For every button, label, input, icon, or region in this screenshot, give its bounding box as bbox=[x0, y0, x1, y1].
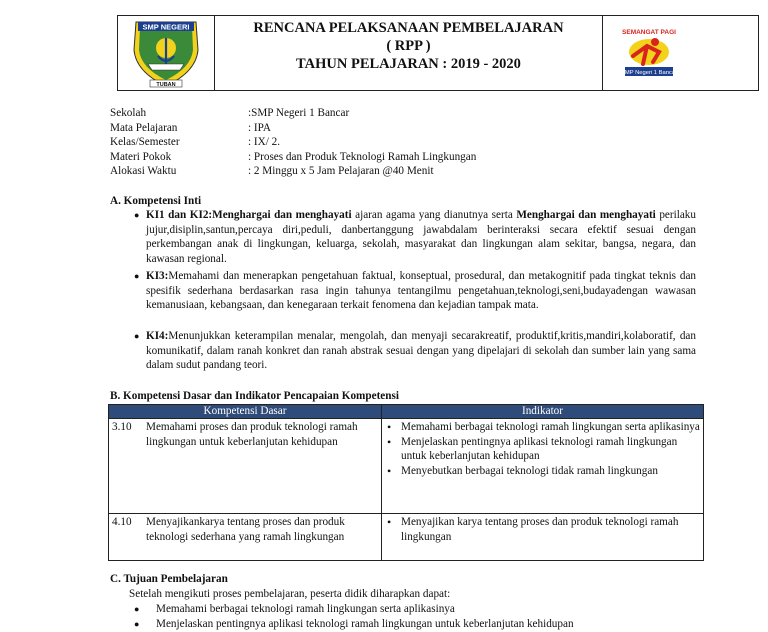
document-header bbox=[117, 15, 759, 91]
indicator-item: • Menyebutkan berbagai teknologi tidak ramah lingkungan bbox=[385, 464, 700, 479]
competency-table bbox=[108, 404, 704, 561]
indicator-item: • Menyajikan karya tentang proses dan produk teknologi ramah lingkungan bbox=[385, 515, 700, 544]
objective-item: Menjelaskan pentingnya aplikasi teknologi ramah lingkungan untuk keberlanjutan kehidupan bbox=[156, 618, 574, 630]
indicator-cell bbox=[382, 514, 704, 561]
table-header-row bbox=[109, 405, 704, 419]
indicator-list bbox=[385, 515, 700, 544]
indicator-list bbox=[385, 420, 700, 478]
table-row bbox=[109, 514, 704, 561]
section-c-heading: C. Tujuan Pembelajaran bbox=[110, 573, 228, 585]
svg-text:TUBAN: TUBAN bbox=[156, 81, 176, 88]
identity-value-class: : IX/ 2. bbox=[248, 136, 281, 148]
document-title bbox=[214, 19, 603, 73]
school-crest-logo bbox=[118, 16, 214, 90]
col-header-kd: Kompetensi Dasar bbox=[109, 405, 382, 419]
indicator-item: • Memahami berbagai teknologi ramah lingkungan serta aplikasinya bbox=[385, 420, 700, 435]
ki12-lead: KI1 dan KI2:Menghargai dan menghayati bbox=[146, 209, 352, 221]
identity-label-subject: Mata Pelajaran bbox=[110, 121, 178, 134]
ki12-paragraph bbox=[146, 208, 696, 266]
identity-value-topic: : Proses dan Produk Teknologi Ramah Lingkungan bbox=[248, 150, 477, 163]
identity-value-time: : 2 Minggu x 5 Jam Pelajaran @40 Menit bbox=[248, 165, 434, 177]
title-line-2: ( RPP ) bbox=[386, 38, 431, 54]
bullet-icon: ● bbox=[134, 331, 140, 341]
ki3-lead: KI3: bbox=[146, 270, 169, 282]
kd-number: 3.10 bbox=[112, 421, 132, 433]
section-b-heading: B. Kompetensi Dasar dan Indikator Pencapaian Kompetensi bbox=[110, 390, 399, 402]
identity-label-class: Kelas/Semester bbox=[110, 136, 180, 148]
identity-label-time: Alokasi Waktu bbox=[110, 165, 177, 177]
identity-label-school: Sekolah bbox=[110, 107, 147, 119]
ki12-bold2: Menghargai dan menghayati bbox=[516, 209, 656, 221]
kd-cell bbox=[109, 419, 382, 514]
ki3-rest: Memahami dan menerapkan pengetahuan faktual, konseptual, prosedural, dan metakognitif pada tingkat teknis dan spesifik sederhana berdasarkan rasa ingin tahunya tentangilmu pengetahuan,teknologi,seni,budayadengan wawasan kemanusiaan, kebangsaan, dan kenegaraan terkait fenomena dan kejadian tampak mata. bbox=[146, 270, 696, 311]
ki4-lead: KI4: bbox=[146, 330, 169, 342]
title-line-3: TAHUN PELAJARAN : 2019 - 2020 bbox=[296, 56, 521, 72]
kd-text: Memahami proses dan produk teknologi ramah lingkungan untuk keberlanjutan kehidupan bbox=[146, 421, 358, 448]
left-logo-cell bbox=[118, 16, 215, 90]
col-header-indicator: Indikator bbox=[382, 405, 704, 419]
kd-cell bbox=[109, 514, 382, 561]
indicator-cell bbox=[382, 419, 704, 514]
bullet-icon: ● bbox=[134, 619, 140, 629]
svg-text:SMP Negeri 1 Bancar: SMP Negeri 1 Bancar bbox=[621, 70, 677, 76]
bullet-icon: ● bbox=[134, 604, 140, 614]
kd-text: Menyajikankarya tentang proses dan produk teknologi sederhana yang ramah lingkungan bbox=[146, 516, 345, 543]
identity-label-topic: Materi Pokok bbox=[110, 150, 172, 163]
svg-text:SMP NEGERI: SMP NEGERI bbox=[142, 22, 190, 32]
identity-value-subject: : IPA bbox=[248, 121, 271, 134]
bullet-icon: ● bbox=[134, 210, 140, 220]
right-logo-cell bbox=[602, 16, 758, 90]
objective-item: Memahami berbagai teknologi ramah lingkungan serta aplikasinya bbox=[156, 603, 455, 615]
ki3-paragraph bbox=[146, 269, 696, 313]
table-row bbox=[109, 419, 704, 514]
title-line-1: RENCANA PELAKSANAAN PEMBELAJARAN bbox=[253, 20, 564, 36]
kd-number: 4.10 bbox=[112, 516, 132, 528]
ki4-paragraph bbox=[146, 329, 696, 373]
section-a-heading: A. Kompetensi Inti bbox=[110, 195, 202, 207]
section-c-intro: Setelah mengikuti proses pembelajaran, peserta didik diharapkan dapat: bbox=[129, 588, 451, 600]
indicator-item: • Menjelaskan pentingnya aplikasi teknologi ramah lingkungan untuk keberlanjutan kehidupan bbox=[385, 435, 700, 464]
semangat-pagi-logo bbox=[603, 16, 758, 90]
ki12-rest: perilaku jujur,disiplin,santun,percaya diri,peduli, danbertanggung jawabdalam berinteraksi secara efektif sesuai dengan perkembangan anak di lingkungan, keluarga, sekolah, masyarakat dan lingkungan alam sekitar, bangsa, negara, dan kawasan regional. bbox=[146, 209, 696, 265]
ki4-rest: Menunjukkan keterampilan menalar, mengolah, dan menyaji secarakreatif, produktif,kritis,mandiri,kolaboratif, dan komunikatif, dalam ranah konkret dan ranah abstrak sesuai dengan yang dipelajari di sekolah dan sumber lain yang sama dalam sudut pandang teori. bbox=[146, 330, 696, 371]
identity-value-school: :SMP Negeri 1 Bancar bbox=[248, 107, 350, 119]
bullet-icon: ● bbox=[134, 271, 140, 281]
ki12-mid: ajaran agama yang dianutnya serta bbox=[351, 209, 517, 221]
svg-text:SEMANGAT PAGI: SEMANGAT PAGI bbox=[622, 29, 676, 36]
